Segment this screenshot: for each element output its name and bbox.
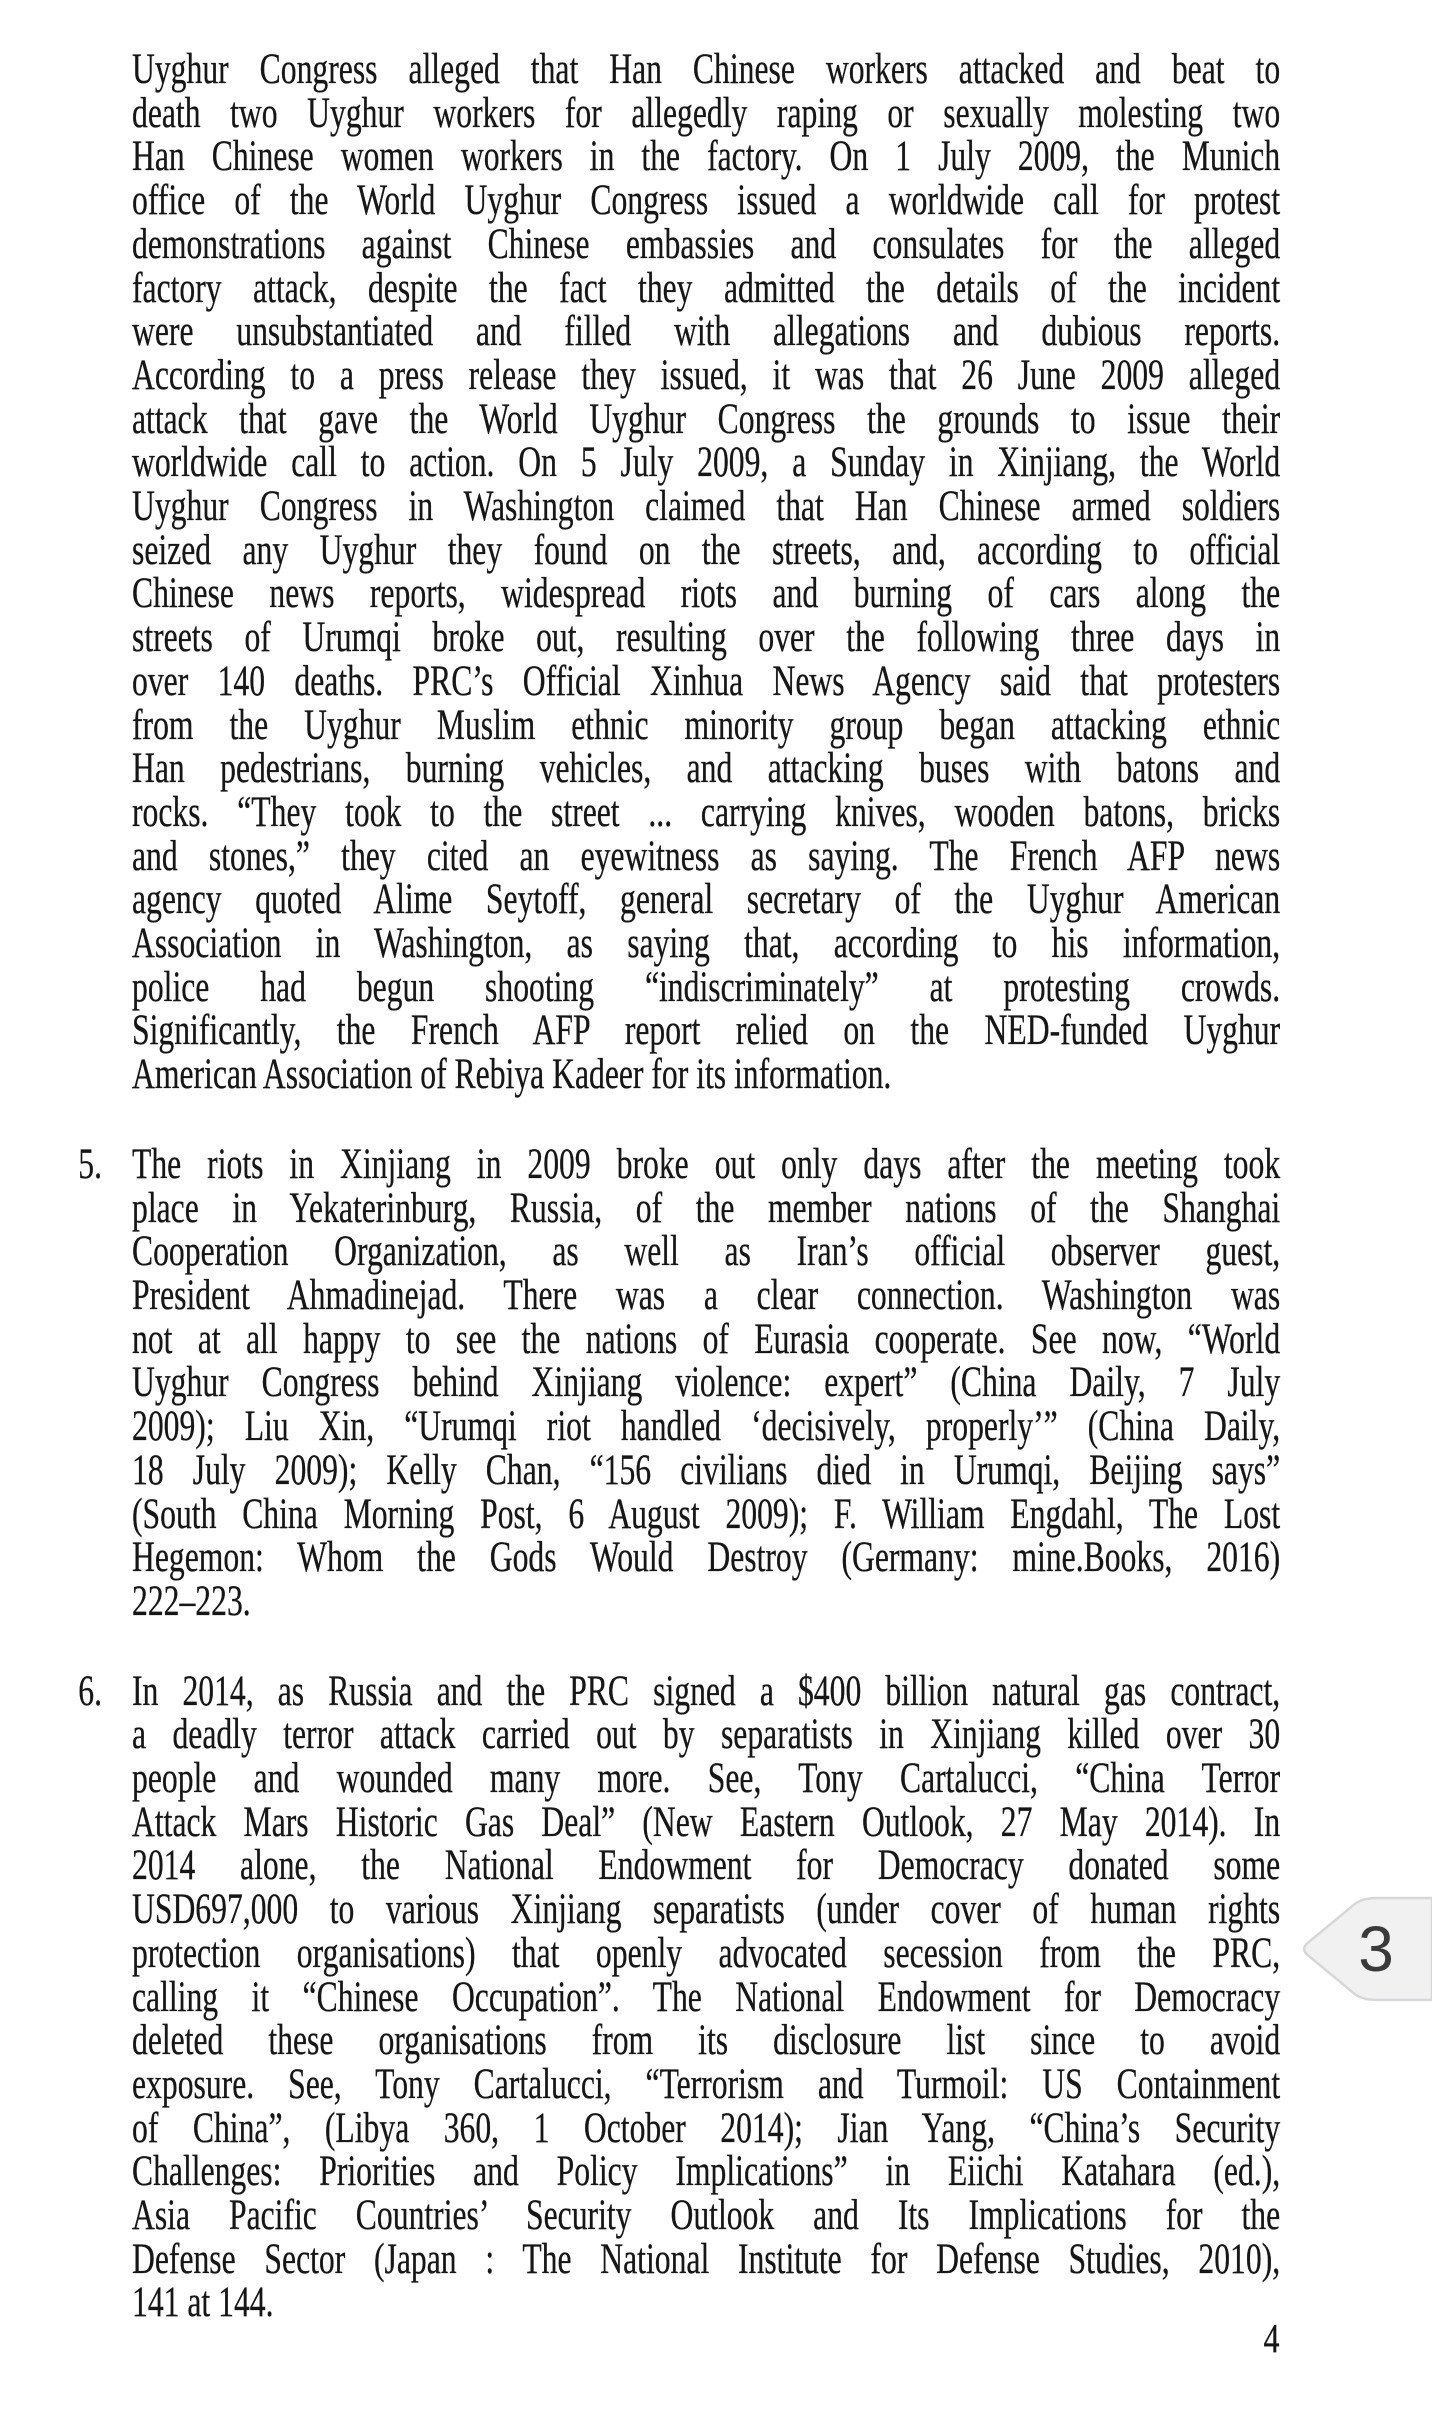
text-line: Hegemon: Whom the Gods Would Destroy (Germany: mine.Books, 2016)	[132, 1534, 1281, 1582]
text-line: and stones,” they cited an eyewitness as saying. The French AFP news	[132, 832, 1281, 880]
text-line: USD697,000 to various Xinjiang separatists (under cover of human rights	[132, 1886, 1281, 1934]
text-line: Association in Washington, as saying that, according to his information,	[132, 920, 1281, 968]
text-line: demonstrations against Chinese embassies and consulates for the alleged	[132, 220, 1281, 268]
text-line: Han Chinese women workers in the factory. On 1 July 2009, the Munich	[132, 133, 1281, 181]
text-line: protection organisations) that openly advocated secession from the PRC,	[132, 1929, 1281, 1977]
text-line: 222–223.	[132, 1577, 251, 1625]
document-body	[78, 46, 1281, 2327]
text-line: Significantly, the French AFP report relied on the NED-funded Uyghur	[132, 1007, 1281, 1055]
text-line: a deadly terror attack carried out by separatists in Xinjiang killed over 30	[132, 1711, 1281, 1759]
text-line: Uyghur Congress alleged that Han Chinese workers attacked and beat to	[132, 46, 1281, 93]
list-item-5	[78, 1140, 1281, 1625]
text-line: from the Uyghur Muslim ethnic minority group began attacking ethnic	[132, 701, 1281, 749]
list-item-6	[78, 1667, 1281, 2327]
text-line: The riots in Xinjiang in 2009 broke out only days after the meeting took	[132, 1140, 1281, 1188]
text-line: (South China Morning Post, 6 August 2009); F. William Engdahl, The Lost	[132, 1490, 1281, 1538]
text-line: American Association of Rebiya Kadeer for its information.	[132, 1051, 892, 1099]
text-line: seized any Uyghur they found on the streets, and, according to official	[132, 526, 1281, 574]
text-line: Cooperation Organization, as well as Iran’s official observer guest,	[132, 1228, 1281, 1276]
text-line: factory attack, despite the fact they admitted the details of the incident	[132, 264, 1281, 312]
text-line: Chinese news reports, widespread riots and burning of cars along the	[132, 570, 1281, 618]
document-page-number: 4	[1263, 2315, 1279, 2361]
text-line: 2014 alone, the National Endowment for Democracy donated some	[132, 1842, 1281, 1890]
text-line: Asia Pacific Countries’ Security Outlook and Its Implications for the	[132, 2192, 1281, 2240]
text-line: 18 July 2009); Kelly Chan, “156 civilians died in Urumqi, Beijing says”	[132, 1446, 1281, 1494]
text-line: According to a press release they issued, it was that 26 June 2009 alleged	[132, 351, 1281, 399]
text-line: Uyghur Congress in Washington claimed that Han Chinese armed soldiers	[132, 483, 1281, 531]
page-scrubber-bubble[interactable]	[1298, 1895, 1432, 2003]
text-line: not at all happy to see the nations of Eurasia cooperate. See now, “World	[132, 1315, 1281, 1363]
text-line: attack that gave the World Uyghur Congress the grounds to issue their	[132, 395, 1281, 443]
scrubber-page-indicator: 3	[1358, 1913, 1394, 1985]
text-line: exposure. See, Tony Cartalucci, “Terrorism and Turmoil: US Containment	[132, 2060, 1281, 2108]
text-line: Challenges: Priorities and Policy Implications” in Eiichi Katahara (ed.),	[132, 2148, 1281, 2196]
text-line: President Ahmadinejad. There was a clear connection. Washington was	[132, 1271, 1281, 1319]
text-line: Han pedestrians, burning vehicles, and attacking buses with batons and	[132, 745, 1281, 793]
paragraph	[132, 48, 1280, 1097]
text-line: Uyghur Congress behind Xinjiang violence: expert” (China Daily, 7 July	[132, 1359, 1281, 1407]
list-number: 6.	[78, 1667, 103, 1715]
text-line: death two Uyghur workers for allegedly raping or sexually molesting two	[132, 89, 1281, 137]
text-line: were unsubstantiated and filled with allegations and dubious reports.	[132, 308, 1281, 356]
list-number: 5.	[78, 1140, 103, 1188]
text-line: office of the World Uyghur Congress issued a worldwide call for protest	[132, 177, 1281, 225]
text-line: streets of Urumqi broke out, resulting over the following three days in	[132, 614, 1281, 662]
text-line: 2009); Liu Xin, “Urumqi riot handled ‘decisively, properly’” (China Daily,	[132, 1403, 1281, 1451]
text-line: calling it “Chinese Occupation”. The National Endowment for Democracy	[132, 1973, 1281, 2021]
text-line: over 140 deaths. PRC’s Official Xinhua News Agency said that protesters	[132, 657, 1281, 705]
text-line: of China”, (Libya 360, 1 October 2014); Jian Yang, “China’s Security	[132, 2104, 1281, 2152]
text-line: In 2014, as Russia and the PRC signed a $400 billion natural gas contract,	[132, 1667, 1281, 1715]
text-line: worldwide call to action. On 5 July 2009, a Sunday in Xinjiang, the World	[132, 439, 1281, 487]
text-line: police had begun shooting “indiscriminately” at protesting crowds.	[132, 963, 1281, 1011]
text-line: agency quoted Alime Seytoff, general secretary of the Uyghur American	[132, 876, 1281, 924]
text-line: rocks. “They took to the street ... carrying knives, wooden batons, bricks	[132, 788, 1281, 836]
text-line: place in Yekaterinburg, Russia, of the member nations of the Shanghai	[132, 1184, 1281, 1232]
text-line: Attack Mars Historic Gas Deal” (New Eastern Outlook, 27 May 2014). In	[132, 1798, 1281, 1846]
text-line: people and wounded many more. See, Tony Cartalucci, “China Terror	[132, 1755, 1281, 1803]
text-line: Defense Sector (Japan : The National Institute for Defense Studies, 2010),	[132, 2235, 1281, 2283]
text-line: deleted these organisations from its disclosure list since to avoid	[132, 2017, 1281, 2065]
text-line: 141 at 144.	[132, 2279, 274, 2327]
